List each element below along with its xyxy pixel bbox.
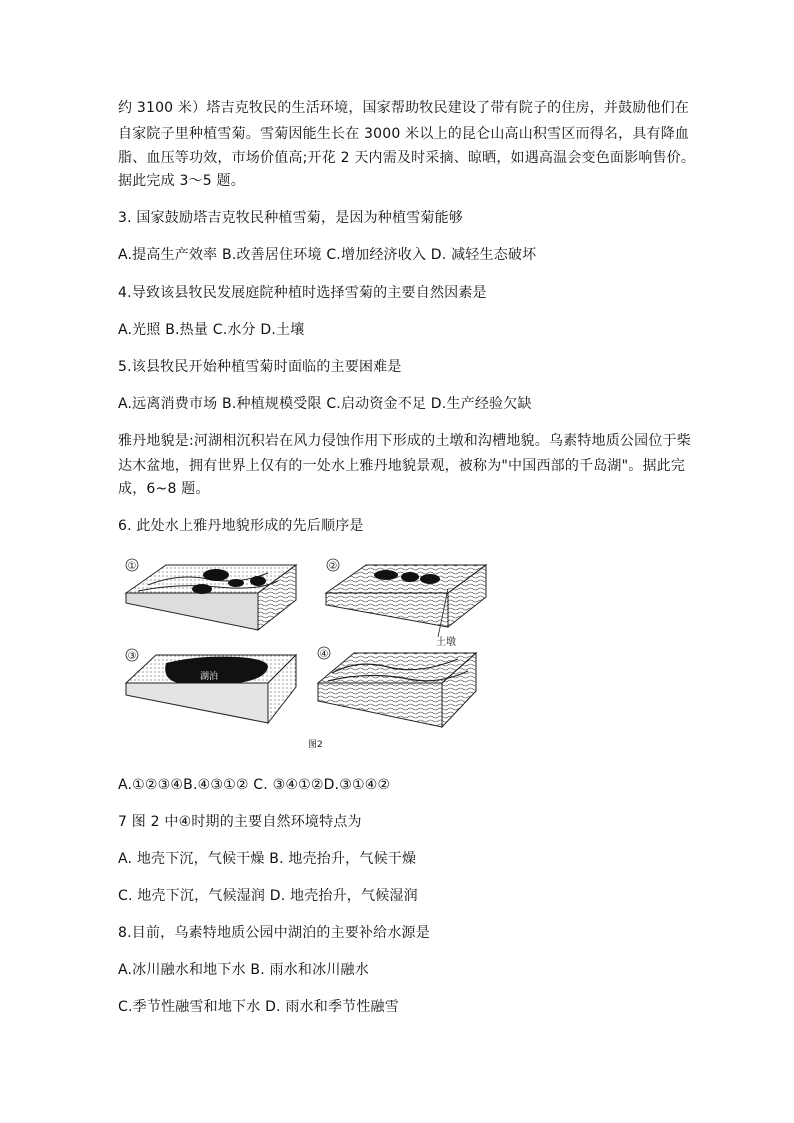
figure-svg bbox=[118, 555, 498, 755]
question-5-stem: 5.该县牧民开始种植雪菊时面临的主要困难是 bbox=[118, 359, 402, 375]
question-8-options-2: C.季节性融雪和地下水 D. 雨水和季节性融雪 bbox=[118, 999, 399, 1015]
question-3-options: A.提高生产效率 B.改善居住环境 C.增加经济收入 D. 减轻生态破坏 bbox=[118, 247, 537, 263]
block-3 bbox=[126, 649, 296, 723]
block-2 bbox=[326, 559, 486, 627]
question-6-options: A.①②③④B.④③①② C. ③④①②D.③①④② bbox=[118, 777, 391, 793]
intro-line-3: 脂、血压等功效，市场价值高;开花 2 天内需及时采摘、晾晒，如遇高温会变色面影响售价。 bbox=[118, 150, 696, 166]
question-3-stem: 3. 国家鼓励塔吉克牧民种植雪菊，是因为种植雪菊能够 bbox=[118, 210, 464, 226]
block-1-label: ① bbox=[127, 561, 137, 572]
mound-label: 土墩 bbox=[436, 637, 456, 648]
figure-caption: 图2 bbox=[308, 740, 323, 750]
lake-label: 湖泊 bbox=[200, 672, 219, 682]
yardang-formation-figure bbox=[118, 555, 498, 755]
question-5-options: A.远离消费市场 B.种植规模受限 C.启动资金不足 D.生产经验欠缺 bbox=[118, 396, 532, 412]
intro-line-2: 自家院子里种植雪菊。雪菊因能生长在 3000 米以上的昆仑山高山积雪区而得名，具有降血 bbox=[118, 126, 690, 142]
question-7-options-1: A. 地壳下沉，气候干燥 B. 地壳抬升，气候干燥 bbox=[118, 851, 417, 867]
block-3-label: ③ bbox=[127, 651, 137, 662]
question-4-stem: 4.导致该县牧民发展庭院种植时选择雪菊的主要自然因素是 bbox=[118, 285, 487, 301]
yardang-line-2: 达木盆地，拥有世界上仅有的一处水上雅丹地貌景观，被称为"中国西部的千岛湖"。据此完 bbox=[118, 458, 686, 474]
yardang-line-1: 雅丹地貌是:河湖相沉积岩在风力侵蚀作用下形成的土墩和沟槽地貌。乌素特地质公园位于柴 bbox=[118, 433, 691, 449]
intro-line-1: 约 3100 米）塔吉克牧民的生活环境，国家帮助牧民建设了带有院子的住房，并鼓励他们在 bbox=[118, 100, 690, 116]
question-7-stem: 7 图 2 中④时期的主要自然环境特点为 bbox=[118, 814, 362, 830]
block-4 bbox=[318, 647, 476, 727]
block-2-label: ② bbox=[328, 561, 338, 572]
question-6-stem: 6. 此处水上雅丹地貌形成的先后顺序是 bbox=[118, 518, 364, 534]
question-7-options-2: C. 地壳下沉，气候湿润 D. 地壳抬升，气候湿润 bbox=[118, 888, 418, 904]
question-4-options: A.光照 B.热量 C.水分 D.土壤 bbox=[118, 322, 305, 338]
block-4-label: ④ bbox=[319, 649, 329, 660]
question-8-options-1: A.冰川融水和地下水 B. 雨水和冰川融水 bbox=[118, 962, 369, 978]
yardang-line-3: 成，6~8 题。 bbox=[118, 481, 210, 497]
question-8-stem: 8.目前，乌素特地质公园中湖泊的主要补给水源是 bbox=[118, 925, 430, 941]
block-1 bbox=[126, 559, 296, 630]
intro-line-4: 据此完成 3～5 题。 bbox=[118, 173, 245, 189]
